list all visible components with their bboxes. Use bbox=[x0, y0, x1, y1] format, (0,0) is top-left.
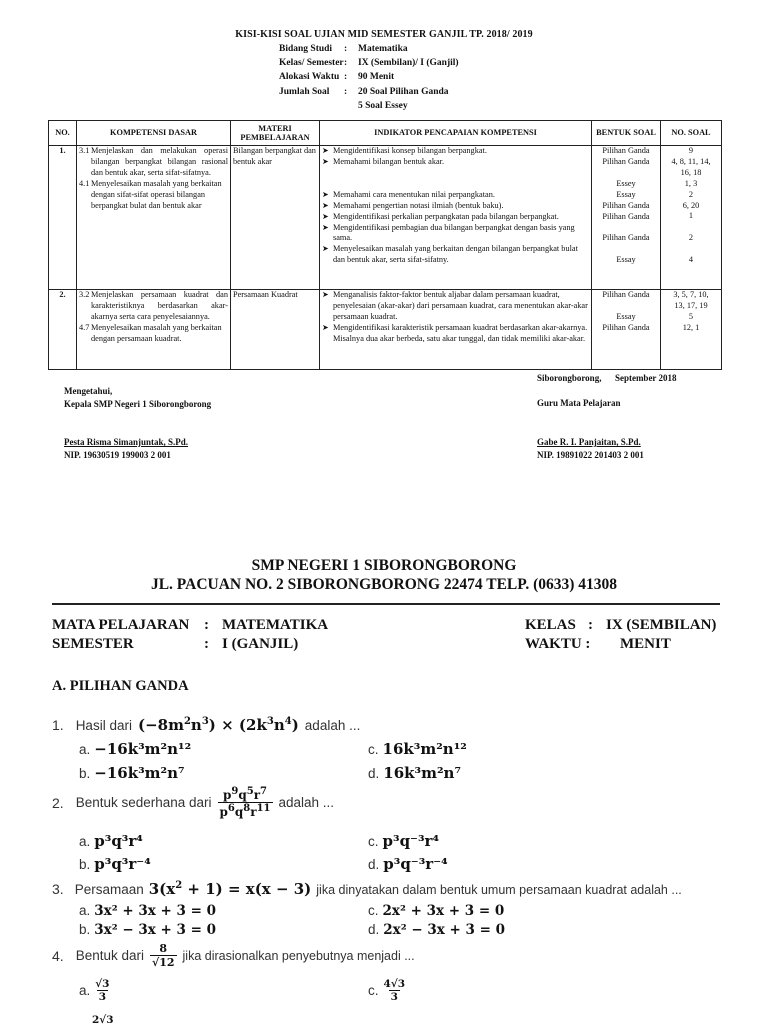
bentuk-value: Pilihan Ganda bbox=[602, 233, 650, 243]
question-suffix: adalah ... bbox=[278, 795, 335, 810]
place-date: Siborongborong, September 2018 bbox=[537, 373, 677, 383]
fraction-numerator: 2√3 bbox=[92, 1014, 114, 1024]
bentuk-value: Pilihan Ganda bbox=[602, 200, 650, 210]
question-3 bbox=[52, 880, 682, 898]
indikator-item bbox=[322, 244, 589, 266]
question-suffix: jika dinyatakan dalam bentuk umum persamaan kuadrat adalah ... bbox=[316, 883, 682, 897]
section-title: A. PILIHAN GANDA bbox=[52, 678, 189, 694]
option-letter: c. bbox=[368, 983, 379, 998]
question-1 bbox=[52, 716, 360, 734]
indikator-text: Memahami bilangan bentuk akar. bbox=[333, 156, 445, 166]
kisi-meta bbox=[279, 42, 459, 113]
kd-item bbox=[79, 323, 228, 345]
question-prefix: Persamaan bbox=[74, 882, 144, 897]
indikator-item bbox=[322, 190, 589, 201]
kd-item bbox=[79, 179, 228, 212]
option[interactable] bbox=[368, 832, 439, 850]
question-suffix: jika dirasionalkan penyebutnya menjadi ... bbox=[182, 948, 415, 963]
question-prefix: Bentuk sederhana dari bbox=[75, 795, 212, 810]
fraction-numerator: 4√3 bbox=[383, 978, 406, 990]
fraction-denominator: 3 bbox=[390, 991, 398, 1003]
meta-row bbox=[279, 85, 459, 99]
meta-sep: : bbox=[344, 58, 348, 69]
option-text: −16k³m²n⁷ bbox=[94, 764, 185, 782]
option-letter: c. bbox=[368, 903, 379, 918]
option[interactable] bbox=[79, 922, 216, 938]
kisi-title: KISI-KISI SOAL UJIAN MID SEMESTER GANJIL TP. 2018/ 2019 bbox=[235, 29, 533, 40]
indikator-text: Mengidentifikasi perkalian perpangkatan pada bilangan berpangkat. bbox=[333, 211, 559, 221]
question-number: 2. bbox=[52, 794, 64, 811]
nosoal-value: 12, 1 bbox=[682, 322, 700, 332]
materi-cell: Bilangan berpangkat dan bentuk akar bbox=[231, 146, 320, 290]
option[interactable] bbox=[79, 978, 111, 1003]
kelas-label: KELAS bbox=[525, 617, 576, 633]
table-header-row bbox=[49, 121, 722, 146]
indikator-text: Menganalisis faktor-faktor bentuk aljabar dalam persamaan kuadrat, penyelesaian (akar-akar) dari persamaan kuadrat, cara menentukan akar-akar persamaan kuadrat. bbox=[333, 290, 588, 321]
meta-value: 90 Menit bbox=[358, 72, 395, 83]
table-row bbox=[49, 290, 722, 370]
option-fraction bbox=[382, 978, 408, 1003]
question-number: 3. bbox=[52, 881, 64, 897]
question-expression: $(-8m^2n^3) \times (2k^3n^4)$ bbox=[137, 716, 299, 734]
question-prefix: Bentuk dari bbox=[75, 948, 144, 963]
bentuk-value: Pilihan Ganda bbox=[602, 322, 650, 332]
option-text: 16k³m²n¹² bbox=[382, 740, 467, 758]
option-letter: b. bbox=[79, 922, 91, 937]
semester-sep: : bbox=[204, 636, 209, 652]
fraction-numerator: 8 bbox=[159, 942, 168, 955]
indikator-text: Mengidentifikasi karakteristik persamaan kuadrat berdasarkan akar-akarnya. Misalnya dua akar berbeda, satu akar tunggal, dan tidak memiliki akar-akar. bbox=[333, 322, 588, 343]
row-no: 2. bbox=[49, 290, 77, 370]
indikator-cell bbox=[320, 290, 592, 370]
header-no: NO. bbox=[49, 121, 77, 146]
nosoal-value: 2 bbox=[688, 233, 694, 243]
meta-label: Kelas/ Semester bbox=[279, 58, 344, 69]
guru-name: Gabe R. I. Panjaitan, S.Pd. bbox=[537, 437, 641, 447]
option-text: 3x² − 3x + 3 = 0 bbox=[94, 922, 216, 938]
nosoal-value: 16, 18 bbox=[680, 167, 702, 177]
header-bentuk-soal: BENTUK SOAL bbox=[592, 121, 661, 146]
indikator-text: Memahami cara menentukan nilai perpangkatan. bbox=[333, 189, 495, 199]
option[interactable] bbox=[79, 903, 216, 919]
option[interactable] bbox=[79, 855, 151, 873]
option-letter: a. bbox=[79, 742, 91, 757]
meta-sep: : bbox=[344, 86, 348, 97]
option[interactable] bbox=[368, 903, 504, 919]
option[interactable] bbox=[368, 764, 461, 782]
option-letter: b. bbox=[79, 857, 91, 872]
option-text: p³q⁻³r⁴ bbox=[382, 832, 440, 850]
meta-label: Bidang Studi bbox=[279, 44, 333, 54]
question-number: 4. bbox=[52, 947, 64, 964]
bentuk-value: Essay bbox=[616, 255, 636, 265]
arrow-bullet-icon: ➤ bbox=[322, 189, 329, 199]
question-fraction bbox=[150, 942, 177, 969]
indikator-item bbox=[322, 212, 589, 223]
question-expression: $3(x^2 + 1) = x(x - 3)$ bbox=[148, 880, 312, 898]
meta-sep bbox=[344, 99, 358, 113]
meta-label: Alokasi Waktu bbox=[279, 72, 340, 83]
header-kompetensi-dasar: KOMPETENSI DASAR bbox=[77, 121, 231, 146]
indikator-item bbox=[322, 146, 589, 157]
indikator-text: Menyelesaikan masalah yang berkaitan dengan bilangan berpangkat bulat dan bentuk akar, serta sifat-sifatny. bbox=[333, 244, 578, 265]
option-letter: d. bbox=[368, 922, 380, 937]
option-letter: d. bbox=[368, 766, 380, 781]
meta-row bbox=[279, 56, 459, 70]
kd-number: 3.2 bbox=[79, 290, 90, 299]
mapel-sep: : bbox=[204, 617, 209, 633]
kelas-value: IX (SEMBILAN) bbox=[606, 617, 717, 633]
nosoal-value: 3, 5, 7, 10, bbox=[673, 290, 709, 299]
meta-sep: : bbox=[344, 72, 348, 83]
option-letter: a. bbox=[79, 903, 91, 918]
kd-text: Menyelesaikan masalah yang berkaitan dengan sifat-sifat operasi bilangan berpangkat bulat dan bentuk akar bbox=[91, 178, 222, 210]
kd-cell bbox=[77, 290, 231, 370]
signature-left-name bbox=[64, 436, 188, 462]
indikator-text: Mengidentifikasi konsep bilangan berpangkat. bbox=[333, 146, 487, 155]
kepala-nip: NIP. 19630519 199003 2 001 bbox=[64, 450, 171, 460]
option-text: p³q³r⁴ bbox=[94, 832, 143, 850]
option-text: p³q⁻³r⁻⁴ bbox=[383, 855, 448, 873]
kelas-sep: : bbox=[588, 617, 593, 633]
fraction-denominator: √12 bbox=[151, 956, 175, 969]
row-no: 1. bbox=[49, 146, 77, 290]
meta-value: 20 Soal Pilihan Ganda bbox=[358, 86, 449, 97]
arrow-bullet-icon: ➤ bbox=[322, 146, 329, 155]
nosoal-value: 1, 3 bbox=[684, 178, 698, 188]
option-text: p³q³r⁻⁴ bbox=[94, 855, 151, 873]
option-text: 3x² + 3x + 3 = 0 bbox=[94, 903, 216, 919]
option-text: 16k³m²n⁷ bbox=[383, 764, 462, 782]
guru-label: Guru Mata Pelajaran bbox=[537, 398, 621, 408]
waktu-label: WAKTU : bbox=[525, 636, 591, 652]
arrow-bullet-icon: ➤ bbox=[322, 211, 329, 221]
kepala-label: Kepala SMP Negeri 1 Siborongborong bbox=[64, 399, 212, 409]
meta-row bbox=[279, 70, 459, 84]
meta-row bbox=[279, 42, 459, 56]
option-text: −16k³m²n¹² bbox=[94, 740, 192, 758]
header-no-soal: NO. SOAL bbox=[661, 121, 722, 146]
nosoal-value: 13, 17, 19 bbox=[674, 300, 708, 310]
meta-value: IX (Sembilan)/ I (Ganjil) bbox=[358, 58, 459, 69]
semester-value: I (GANJIL) bbox=[222, 636, 299, 652]
meta-label: Jumlah Soal bbox=[279, 86, 330, 97]
kd-cell bbox=[77, 146, 231, 290]
nosoal-value: 4, 8, 11, 14, bbox=[671, 156, 711, 166]
indikator-text: Mengidentifikasi pembagian dua bilangan berpangkat dengan basis yang sama. bbox=[333, 222, 575, 243]
kisi-table bbox=[48, 120, 722, 370]
option-letter: c. bbox=[368, 742, 379, 757]
option-letter: c. bbox=[368, 834, 379, 849]
option-letter: a. bbox=[79, 983, 91, 998]
nosoal-value: 9 bbox=[688, 146, 694, 155]
option[interactable] bbox=[79, 832, 143, 850]
indikator-text: Memahami pengertian notasi ilmiah (bentuk baku). bbox=[333, 200, 504, 210]
option[interactable] bbox=[368, 740, 467, 758]
arrow-bullet-icon: ➤ bbox=[322, 244, 329, 254]
kd-text: Menjelaskan persamaan kuadrat dan karakteristiknya berdasarkan akar-akarnya serta cara penyelesaiannya. bbox=[91, 290, 228, 321]
header-divider bbox=[52, 603, 720, 605]
bentuk-value: Pilihan Ganda bbox=[602, 290, 650, 299]
mapel-label: MATA PELAJARAN bbox=[52, 617, 190, 633]
option-text: 2x² − 3x + 3 = 0 bbox=[383, 922, 505, 938]
table-row bbox=[49, 146, 722, 290]
bentuk-value: Essay bbox=[616, 311, 636, 321]
meta-sep: : bbox=[344, 44, 348, 54]
kepala-name: Pesta Risma Simanjuntak, S.Pd. bbox=[64, 437, 189, 447]
question-prefix: Hasil dari bbox=[75, 718, 132, 733]
fraction-denominator: 3 bbox=[98, 991, 107, 1003]
indikator-cell bbox=[320, 146, 592, 290]
option-letter: d. bbox=[368, 857, 380, 872]
school-name: SMP NEGERI 1 SIBORONGBORONG bbox=[251, 557, 517, 574]
nosoal-value: 2 bbox=[688, 189, 694, 199]
bentuk-cell bbox=[592, 146, 661, 290]
option[interactable] bbox=[79, 740, 191, 758]
meta-value: 5 Soal Essey bbox=[358, 100, 408, 111]
indikator-item bbox=[322, 290, 589, 323]
mapel-value: MATEMATIKA bbox=[222, 617, 329, 633]
option[interactable] bbox=[92, 1014, 114, 1024]
bentuk-cell bbox=[592, 290, 661, 370]
mengetahui-label: Mengetahui, bbox=[64, 386, 113, 396]
kd-item bbox=[79, 146, 228, 179]
option[interactable] bbox=[368, 978, 407, 1003]
indikator-item bbox=[322, 323, 589, 345]
arrow-bullet-icon: ➤ bbox=[322, 200, 329, 210]
bentuk-value: Pilihan Ganda bbox=[602, 146, 650, 155]
indikator-item bbox=[322, 223, 589, 245]
arrow-bullet-icon: ➤ bbox=[322, 322, 329, 332]
arrow-bullet-icon: ➤ bbox=[322, 222, 329, 232]
bentuk-value: Essay bbox=[616, 189, 636, 199]
signature-left-title bbox=[64, 385, 211, 411]
nosoal-value: 1 bbox=[688, 211, 694, 221]
school-address: JL. PACUAN NO. 2 SIBORONGBORONG 22474 TELP. (0633) 41308 bbox=[150, 576, 618, 593]
meta-row bbox=[279, 99, 459, 113]
option-letter: a. bbox=[79, 834, 91, 849]
option[interactable] bbox=[79, 764, 185, 782]
header-materi: MATERI PEMBELAJARAN bbox=[231, 121, 320, 146]
kd-text: Menjelaskan dan melakukan operasi bilangan berpangkat bilangan rasional dan bentuk akar, serta sifat-sifatnya. bbox=[91, 146, 228, 177]
question-4 bbox=[52, 942, 415, 969]
nosoal-cell bbox=[661, 146, 722, 290]
header-indikator: INDIKATOR PENCAPAIAN KOMPETENSI bbox=[320, 121, 592, 146]
fraction-numerator: $p^9q^5r^7$ bbox=[223, 786, 268, 802]
guru-nip: NIP. 19891022 201403 2 001 bbox=[537, 450, 644, 460]
option[interactable] bbox=[368, 922, 505, 938]
question-2 bbox=[52, 786, 334, 819]
question-fraction bbox=[218, 786, 273, 819]
waktu-value: MENIT bbox=[620, 636, 671, 652]
option[interactable] bbox=[368, 855, 448, 873]
nosoal-cell bbox=[661, 290, 722, 370]
kd-item bbox=[79, 290, 228, 323]
bentuk-value: Pilihan Ganda bbox=[602, 211, 650, 221]
materi-cell: Persamaan Kuadrat bbox=[231, 290, 320, 370]
kd-number: 4.7 bbox=[79, 322, 90, 332]
indikator-item bbox=[322, 157, 589, 168]
arrow-bullet-icon: ➤ bbox=[322, 156, 329, 166]
question-number: 1. bbox=[52, 717, 64, 733]
nosoal-value: 4 bbox=[688, 255, 694, 265]
bentuk-value: Essey bbox=[616, 178, 636, 188]
question-suffix: adalah ... bbox=[304, 718, 361, 733]
bentuk-value: Pilihan Ganda bbox=[602, 156, 650, 166]
meta-label bbox=[279, 99, 344, 113]
fraction-numerator: √3 bbox=[95, 978, 110, 990]
kd-number: 3.1 bbox=[79, 146, 90, 155]
kd-text: Menyelesaikan masalah yang berkaitan dengan persamaan kuadrat. bbox=[91, 322, 222, 343]
fraction-denominator: $p^6q^8r^{11}$ bbox=[219, 803, 271, 819]
indikator-item bbox=[322, 201, 589, 212]
meta-value: Matematika bbox=[358, 44, 408, 54]
option-text: 2x² + 3x + 3 = 0 bbox=[382, 903, 505, 919]
arrow-bullet-icon: ➤ bbox=[322, 290, 329, 299]
kd-number: 4.1 bbox=[79, 178, 90, 188]
semester-label: SEMESTER bbox=[52, 636, 134, 652]
nosoal-value: 5 bbox=[688, 311, 694, 321]
option-fraction bbox=[93, 978, 111, 1003]
option-letter: b. bbox=[79, 766, 91, 781]
signature-right-name bbox=[537, 436, 644, 462]
nosoal-value: 6, 20 bbox=[682, 200, 700, 210]
